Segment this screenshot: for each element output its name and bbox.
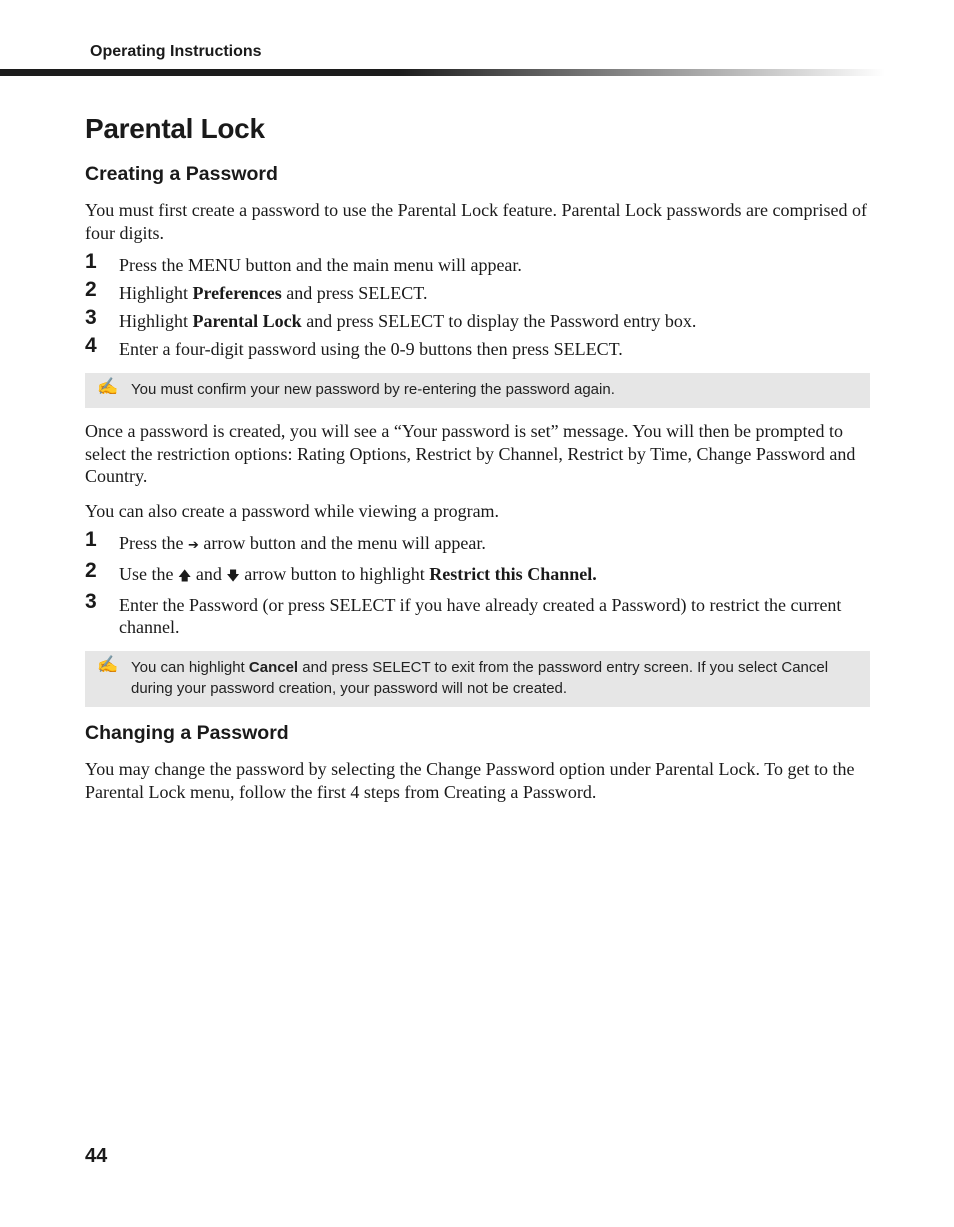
steps-list-2 <box>85 528 870 638</box>
step-text-mid: and <box>191 564 227 584</box>
step-text-post: arrow button and the menu will appear. <box>198 533 486 553</box>
step-text-post: and press SELECT to display the Password entry box. <box>301 311 697 331</box>
paragraph-changing-password: You may change the password by selecting the Change Password option under Parental Lock. To get to the Parental Lock menu, follow the first 4 steps from Creating a Password. <box>85 759 855 802</box>
step-text: Press the MENU button and the main menu will appear. <box>119 255 522 275</box>
down-arrow-icon: 🡇 <box>226 569 240 584</box>
step-text-post: and press SELECT. <box>281 283 428 303</box>
step-number: 4 <box>85 334 97 357</box>
step-text-pre: Highlight <box>119 283 193 303</box>
note-text-post: and press SELECT to exit from the password entry screen. If you select Cancel during your password creation, your password will not be created. <box>131 659 829 697</box>
step-text-pre: Press the <box>119 533 188 553</box>
step-text-pre: Highlight <box>119 311 193 331</box>
note-text: You must confirm your new password by re-entering the password again. <box>131 381 615 398</box>
step-item <box>85 590 870 638</box>
section-heading-changing-password: Changing a Password <box>85 722 289 744</box>
writing-hand-icon: ✍ <box>97 655 119 674</box>
step-item <box>85 278 870 304</box>
step-text-post: arrow button to highlight <box>239 564 430 584</box>
step-text-pre: Use the <box>119 564 178 584</box>
section-heading-creating-password: Creating a Password <box>85 163 278 185</box>
page-content <box>85 110 870 803</box>
running-header: Operating Instructions <box>90 43 262 60</box>
step-bold-term: Restrict this Channel. <box>429 564 597 584</box>
step-number: 1 <box>85 250 97 273</box>
intro-paragraph: You must first create a password to use the Parental Lock feature. Parental Lock passwords are comprised of four digits. <box>85 200 867 243</box>
step-text: Enter a four-digit password using the 0-9 buttons then press SELECT. <box>119 339 623 359</box>
right-arrow-icon: ➔ <box>188 538 199 553</box>
step-item <box>85 559 870 588</box>
page-number: 44 <box>85 1145 108 1167</box>
note-bold-term: Cancel <box>248 659 299 676</box>
step-item <box>85 250 870 276</box>
step-text: Enter the Password (or press SELECT if you have already created a Password) to restrict the current channel. <box>119 595 842 637</box>
note-box <box>85 651 870 707</box>
step-number: 2 <box>85 559 97 582</box>
paragraph-password-created: Once a password is created, you will see a “Your password is set” message. You will then be prompted to select the restriction options: Rating Options, Restrict by Channel, Restrict by Time, Change Password and Country. <box>85 421 856 486</box>
up-arrow-icon: 🡅 <box>177 569 192 584</box>
note-box <box>85 373 870 408</box>
step-item <box>85 306 870 332</box>
step-number: 3 <box>85 306 97 329</box>
note-text-pre: You can highlight <box>131 659 249 676</box>
step-item <box>85 528 870 557</box>
step-item <box>85 334 870 360</box>
step-number: 3 <box>85 590 97 613</box>
step-bold-term: Parental Lock <box>192 311 302 331</box>
paragraph-create-while-viewing: You can also create a password while viewing a program. <box>85 500 500 521</box>
page-title: Parental Lock <box>85 113 265 144</box>
writing-hand-icon: ✍ <box>97 377 119 396</box>
steps-list-1 <box>85 250 870 360</box>
step-number: 2 <box>85 278 97 301</box>
step-bold-term: Preferences <box>192 283 282 303</box>
step-number: 1 <box>85 528 97 551</box>
header-rule <box>0 69 885 76</box>
